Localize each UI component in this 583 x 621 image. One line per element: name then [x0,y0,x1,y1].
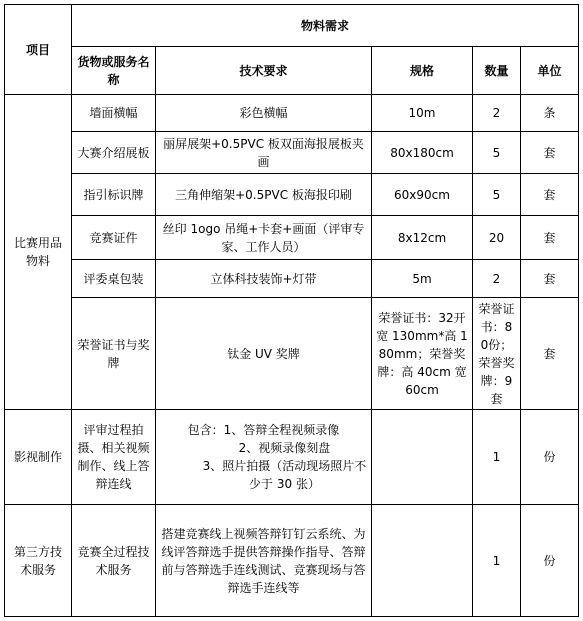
material-requirements-table [4,4,579,617]
table-row [5,260,579,298]
cell-goods-name: 大赛介绍展板 [72,132,156,174]
cell-unit: 套 [521,298,579,410]
tech-line: 3、照片拍摄（活动现场照片不少于 30 张） [202,459,367,491]
table-row [5,95,579,132]
cell-unit: 套 [521,260,579,298]
category-competition-supplies: 比赛用品物料 [5,95,72,410]
header-item: 项目 [5,5,72,95]
cell-spec [372,410,473,505]
cell-tech-requirements: 丽屏展架+0.5PVC 板双面海报展板夹画 [156,132,372,174]
table-row [5,174,579,216]
tech-line: 包含：1、答辩全程视频录像 [187,423,340,437]
table-row [5,216,579,260]
cell-goods-name: 墙面横幅 [72,95,156,132]
header-quantity: 数量 [473,47,521,95]
table-row [5,132,579,174]
table-row [5,298,579,410]
header-goods-name: 货物或服务名称 [72,47,156,95]
cell-unit: 套 [521,174,579,216]
cell-spec: 8x12cm [372,216,473,260]
cell-quantity: 5 [473,132,521,174]
cell-spec: 80x180cm [372,132,473,174]
tech-line: 2、视频录像刻盘 [238,441,331,455]
category-video-production: 影视制作 [5,410,72,505]
cell-unit: 套 [521,216,579,260]
cell-quantity: 5 [473,174,521,216]
cell-unit: 套 [521,132,579,174]
header-row-top [5,5,579,47]
cell-tech-requirements: 钛金 UV 奖牌 [156,298,372,410]
cell-spec: 60x90cm [372,174,473,216]
cell-goods-name: 荣誉证书与奖牌 [72,298,156,410]
cell-quantity: 1 [473,505,521,617]
cell-tech-requirements: 丝印 1ogo 吊绳+卡套+画面（评审专家、工作人员） [156,216,372,260]
cell-tech-requirements: 三角伸缩架+0.5PVC 板海报印刷 [156,174,372,216]
cell-quantity: 2 [473,260,521,298]
cell-unit: 份 [521,410,579,505]
cell-goods-name: 指引标识牌 [72,174,156,216]
cell-tech-requirements: 搭建竞赛线上视频答辩钉钉云系统、为线评答辩选手提供答辩操作指导、答辩前与答辩选手连线测试、竞赛现场与答辩选手连线等 [156,505,372,617]
header-material-requirements: 物料需求 [72,5,579,47]
cell-spec [372,505,473,617]
cell-quantity: 1 [473,410,521,505]
cell-goods-name: 竞赛证件 [72,216,156,260]
header-unit: 单位 [521,47,579,95]
cell-quantity: 荣誉证书：80份；荣誉奖牌：9套 [473,298,521,410]
table-row [5,505,579,617]
cell-tech-requirements [156,410,372,505]
header-tech-requirements: 技术要求 [156,47,372,95]
cell-unit: 份 [521,505,579,617]
cell-quantity: 20 [473,216,521,260]
table-row [5,410,579,505]
cell-spec: 10m [372,95,473,132]
cell-unit: 条 [521,95,579,132]
cell-spec: 荣誉证书：32开宽 130mm*高 180mm；荣誉奖牌：高 40cm 宽 60cm [372,298,473,410]
header-spec: 规格 [372,47,473,95]
cell-tech-requirements: 彩色横幅 [156,95,372,132]
cell-tech-requirements: 立体科技装饰+灯带 [156,260,372,298]
cell-quantity: 2 [473,95,521,132]
cell-goods-name: 评委桌包装 [72,260,156,298]
header-row [5,47,579,95]
category-third-party-tech-service: 第三方技术服务 [5,505,72,617]
cell-goods-name: 竞赛全过程技术服务 [72,505,156,617]
cell-spec: 5m [372,260,473,298]
cell-goods-name: 评审过程拍摄、相关视频制作、线上答辩连线 [72,410,156,505]
